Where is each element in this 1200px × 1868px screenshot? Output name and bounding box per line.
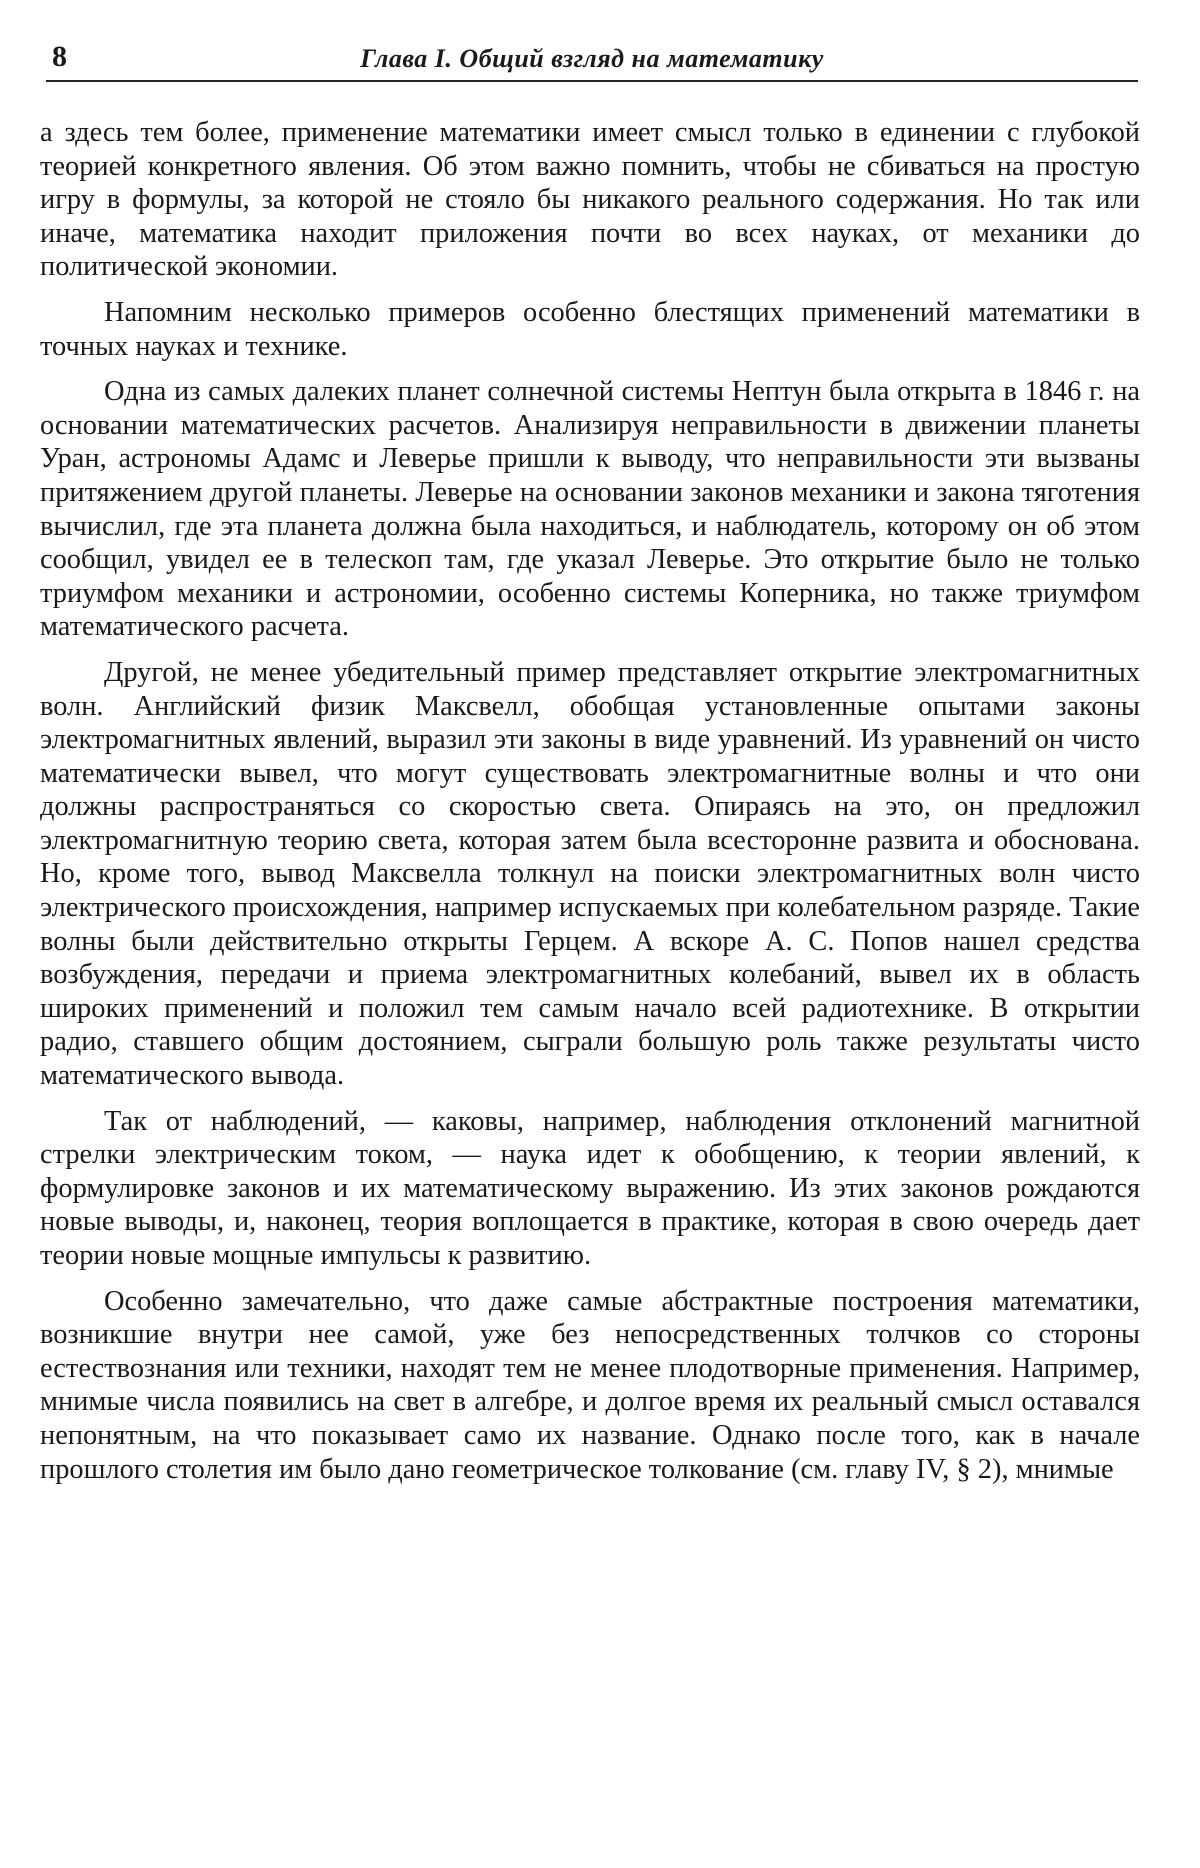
paragraph: Другой, не менее убедительный пример представляет открытие электромагнитных волн. Английский физик Максвелл, обобщая установленные опытами законы электромагнитных явлений, выразил эти законы в виде уравнений. Из уравнений он чисто математически вывел, что могут существовать электромагнитные волны и что они должны распространяться со скоростью света. Опираясь на это, он предложил электромагнитную теорию света, которая затем была всесторонне развита и обоснована. Но, кроме того, вывод Максвелла толкнул на поиски электромагнитных волн чисто электрического происхождения, например испускаемых при колебательном разряде. Такие волны были действительно открыты Герцем. А вскоре А. С. Попов нашел средства возбуждения, передачи и приема электромагнитных колебаний, вывел их в область широких применений и положил тем самым начало всей радиотехнике. В открытии радио, ставшего общим достоянием, сыграли большую роль также результаты чисто математического вывода. <box>40 656 1140 1093</box>
paragraph: Одна из самых далеких планет солнечной системы Нептун была открыта в 1846 г. на основании математических расчетов. Анализируя неправильности в движении планеты Уран, астрономы Адамс и Леверье пришли к выводу, что неправильности эти вызваны притяжением другой планеты. Леверье на основании законов механики и закона тяготения вычислил, где эта планета должна была находиться, и наблюдатель, которому он об этом сообщил, увидел ее в телескоп там, где указал Леверье. Это открытие было не только триумфом механики и астрономии, особенно системы Коперника, но также триумфом математического расчета. <box>40 375 1140 644</box>
paragraph: Напомним несколько примеров особенно блестящих применений математики в точных науках и технике. <box>40 296 1140 363</box>
paragraph: Особенно замечательно, что даже самые абстрактные построения математики, возникшие внутри нее самой, уже без непосредственных толчков со стороны естествознания или техники, находят тем не менее плодотворные применения. Например, мнимые числа появились на свет в алгебре, и долгое время их реальный смысл оставался непонятным, на что показывает само их название. Однако после того, как в начале прошлого столетия им было дано геометрическое толкование (см. главу IV, § 2), мнимые <box>40 1285 1140 1487</box>
body-text <box>40 116 1140 1498</box>
running-title: Глава I. Общий взгляд на математику <box>46 44 1138 74</box>
paragraph: а здесь тем более, применение математики имеет смысл только в единении с глубокой теорией конкретного явления. Об этом важно помнить, чтобы не сбиваться на простую игру в формулы, за которой не стояло бы никакого реального содержания. Но так или иначе, математика находит приложения почти во всех науках, от механики до политической экономии. <box>40 116 1140 284</box>
page-number: 8 <box>52 40 67 74</box>
paragraph: Так от наблюдений, — каковы, например, наблюдения отклонений магнитной стрелки электрическим током, — наука идет к обобщению, к теории явлений, к формулировке законов и их математическому выражению. Из этих законов рождаются новые выводы, и, наконец, теория воплощается в практике, которая в свою очередь дает теории новые мощные импульсы к развитию. <box>40 1105 1140 1273</box>
page-header <box>46 40 1138 82</box>
book-page <box>0 0 1200 1868</box>
